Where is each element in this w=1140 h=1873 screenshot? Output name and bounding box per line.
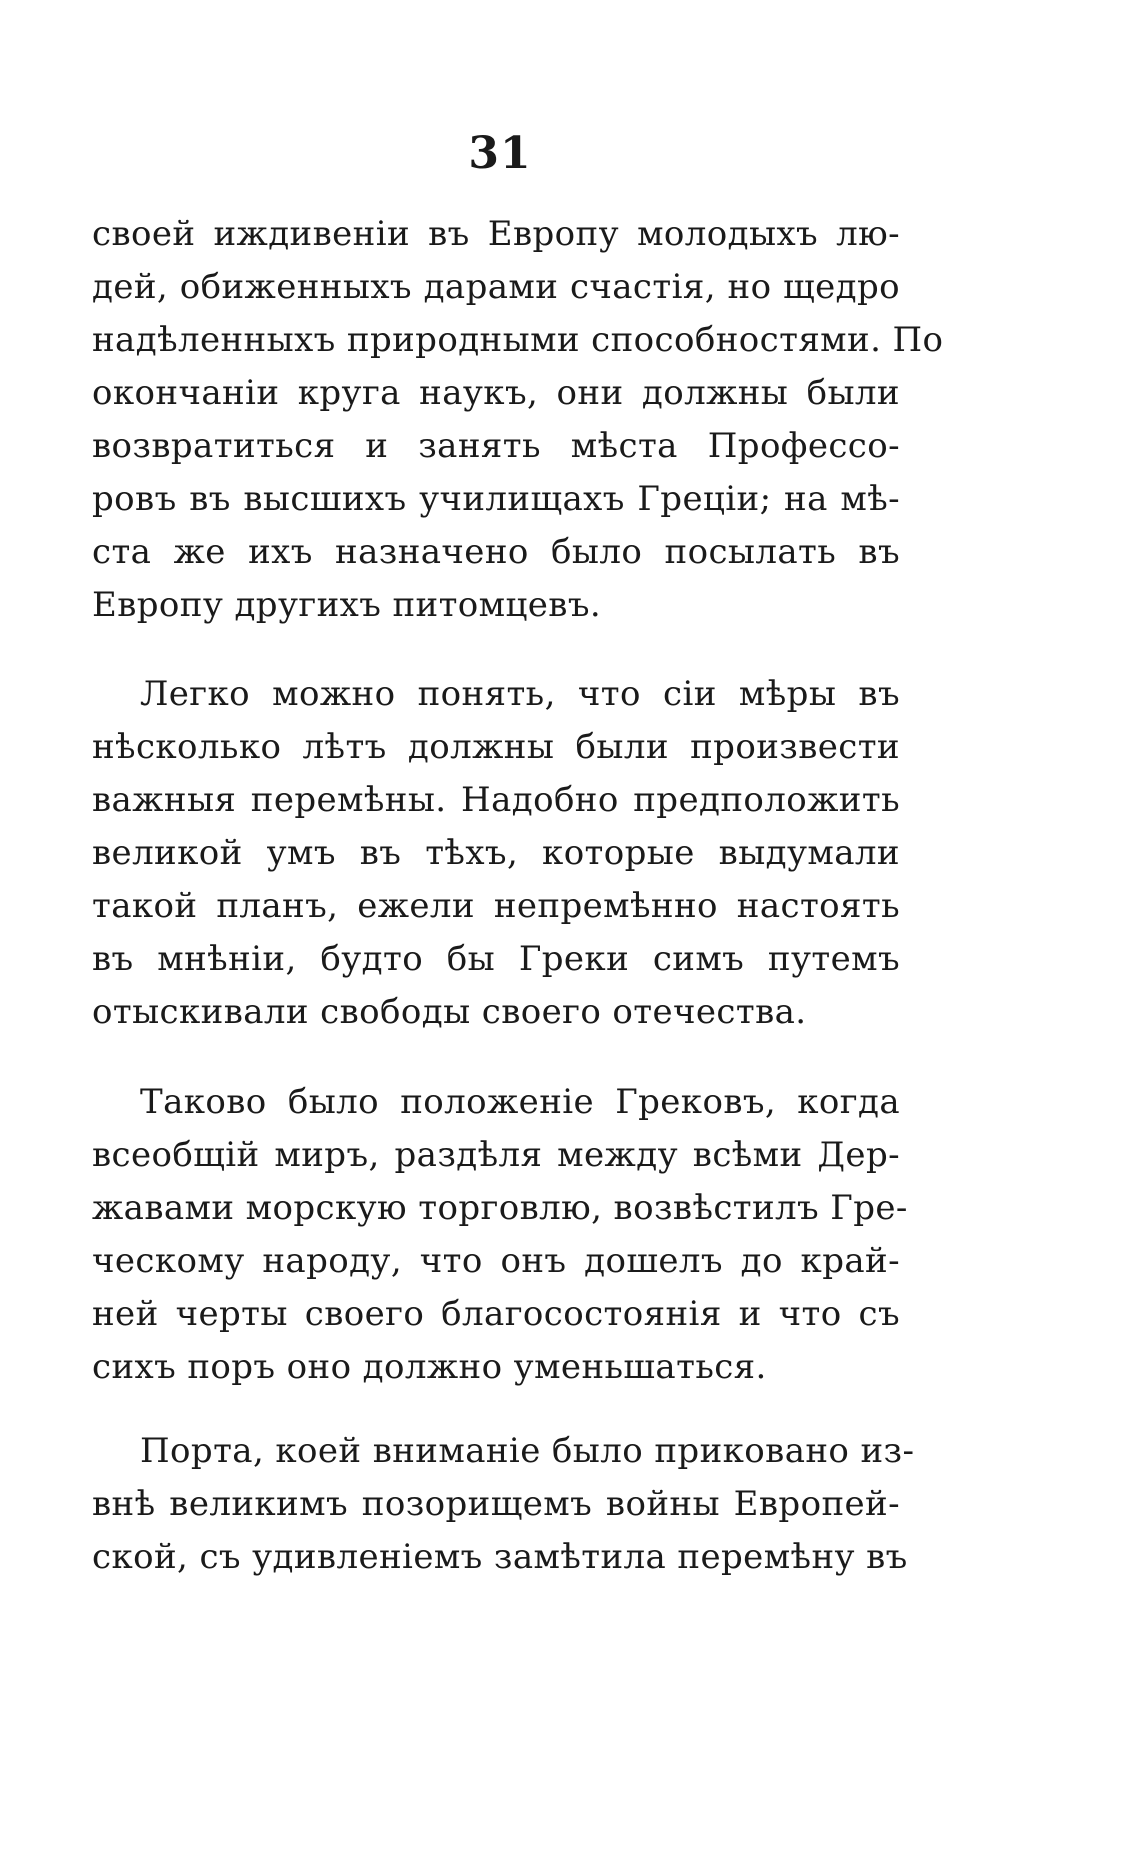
text-line: Легко можно понять, что сіи мѣры въ [140,674,900,714]
text-line: Европу другихъ питомцевъ. [92,585,602,625]
paragraph-4 [92,1425,915,1584]
text-line: своей иждивеніи въ Европу молодыхъ лю- [92,214,900,254]
text-line: Таково было положеніе Грековъ, когда [140,1082,900,1122]
text-line: отыскивали свободы своего отечества. [92,992,807,1032]
page-number: 31 [468,128,532,179]
text-line: надѣленныхъ природными способностями. По [92,320,944,360]
text-line: великой умъ въ тѣхъ, которые выдумали [92,833,900,873]
text-line: ста же ихъ назначено было посылать въ [92,532,900,572]
text-line: внѣ великимъ позорищемъ войны Европей- [92,1484,900,1524]
text-line: ской, съ удивленіемъ замѣтила перемѣну въ [92,1537,908,1577]
text-line: жавами морскую торговлю, возвѣстилъ Гре- [92,1188,908,1228]
text-line: въ мнѣніи, будто бы Греки симъ путемъ [92,939,900,979]
paragraph-2 [92,668,900,1039]
text-line: ровъ въ высшихъ училищахъ Греціи; на мѣ- [92,479,900,519]
text-line: Порта, коей вниманіе было приковано из- [140,1431,915,1471]
text-line: такой планъ, ежели непремѣнно настоять [92,886,900,926]
text-line: нѣсколько лѣтъ должны были произвести [92,727,900,767]
text-line: ней черты своего благосостоянія и что съ [92,1294,900,1334]
paragraph-1 [92,208,944,632]
text-line: важныя перемѣны. Надобно предположить [92,780,900,820]
text-line: возвратиться и занять мѣста Профессо- [92,426,900,466]
text-line: ческому народу, что онъ дошелъ до край- [92,1241,900,1281]
paragraph-3 [92,1076,908,1394]
text-line: окончаніи круга наукъ, они должны были [92,373,900,413]
text-line: всеобщій миръ, раздѣля между всѣми Дер- [92,1135,900,1175]
text-line: дей, обиженныхъ дарами счастія, но щедро [92,267,900,307]
text-line: сихъ поръ оно должно уменьшаться. [92,1347,767,1387]
